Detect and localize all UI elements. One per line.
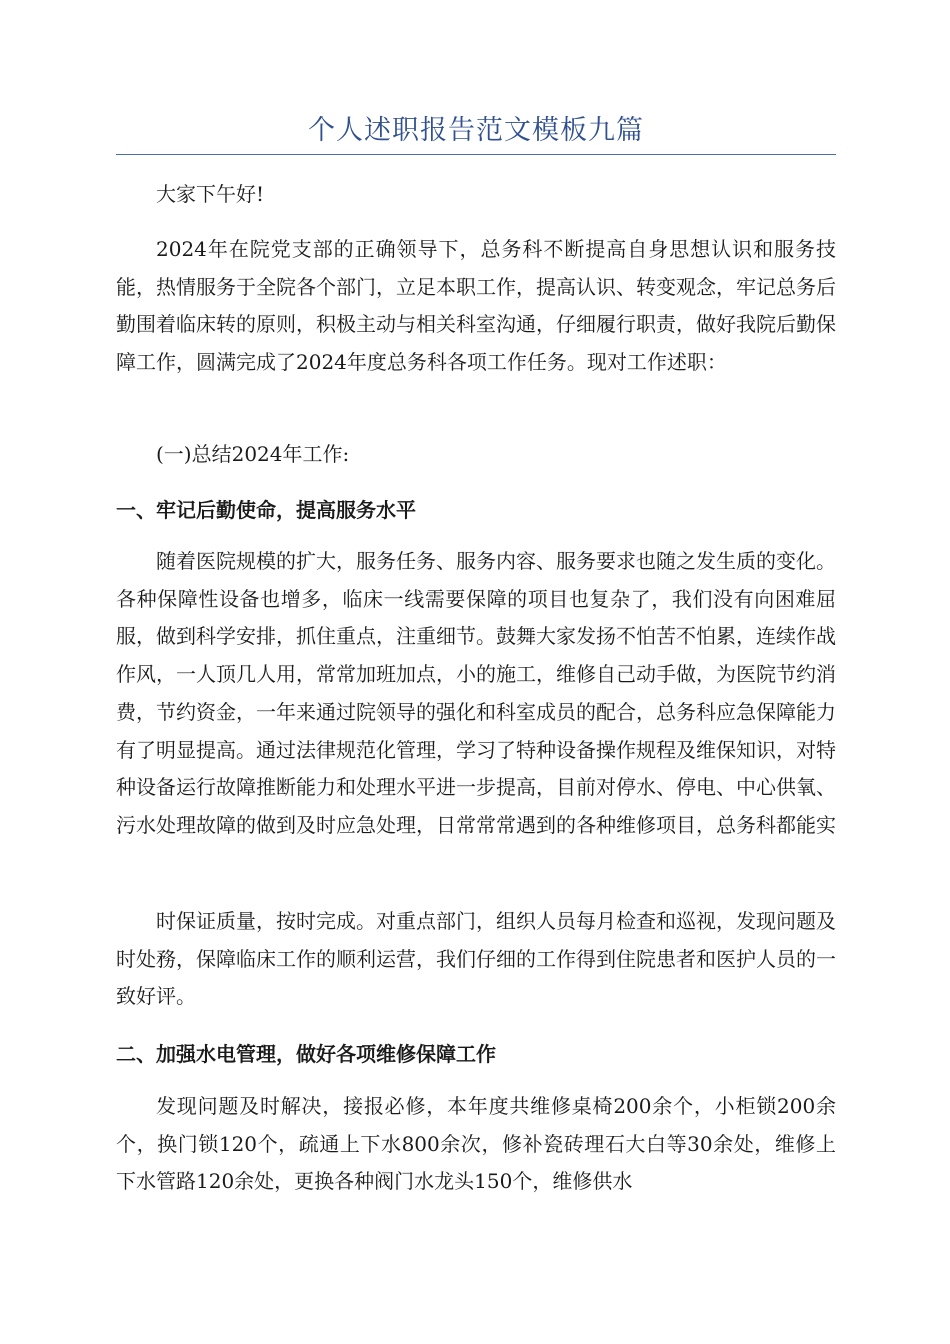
- greeting-paragraph: 大家下午好!: [156, 182, 265, 206]
- intro-paragraph: 2024年在院党支部的正确领导下，总务科不断提高自身思想认识和服务技能，热情服务于全院各个部门，立足本职工作，提高认识、转变观念，牢记总务后勤围着临床转的原则，积极主动与相关科室沟通，仔细履行职责，做好我院后勤保障工作，圆满完成了2024年度总务科各项工作任务。现对工作述职：: [116, 237, 836, 375]
- section1-paragraph: 随着医院规模的扩大，服务任务、服务内容、服务要求也随之发生质的变化。各种保障性设备也增多，临床一线需要保障的项目也复杂了，我们没有向困难屈服，做到科学安排，抓住重点，注重细节。鼓舞大家发扬不怕苦不怕累，连续作战作风，一人顶几人用，常常加班加点，小的施工，维修自己动手做，为医院节约消费，节约资金，一年来通过院领导的强化和科室成员的配合，总务科应急保障能力有了明显提高。通过法律规范化管理，学习了特种设备操作规程及维保知识，对特种设备运行故障推断能力和处理水平进一步提高，目前对停水、停电、中心供氧、污水处理故障的做到及时应急处理，日常常常遇到的各种维修项目，总务科都能实: [116, 549, 836, 837]
- section1-continuation: 时保证质量，按时完成。对重点部门，组织人员每月检查和巡视，发现问题及时处務，保障临床工作的顺利运营，我们仔细的工作得到住院患者和医护人员的一致好评。: [116, 909, 836, 1009]
- section-heading-1: 一、牢记后勤使命，提高服务水平: [116, 498, 416, 522]
- title-underline: [116, 154, 836, 155]
- section-heading-2: 二、加强水电管理，做好各项维修保障工作: [116, 1042, 496, 1066]
- document-title: 个人述职报告范文模板九篇: [308, 115, 644, 146]
- section2-paragraph: 发现问题及时解决，接报必修，本年度共维修桌椅200余个，小柜锁200余个，换门锁120个，疏通上下水800余次，修补瓷砖理石大白等30余处，维修上下水管路120余处，更换各种阀门水龙头150个，维修供水: [116, 1094, 836, 1194]
- summary-label: (一)总结2024年工作:: [156, 442, 350, 466]
